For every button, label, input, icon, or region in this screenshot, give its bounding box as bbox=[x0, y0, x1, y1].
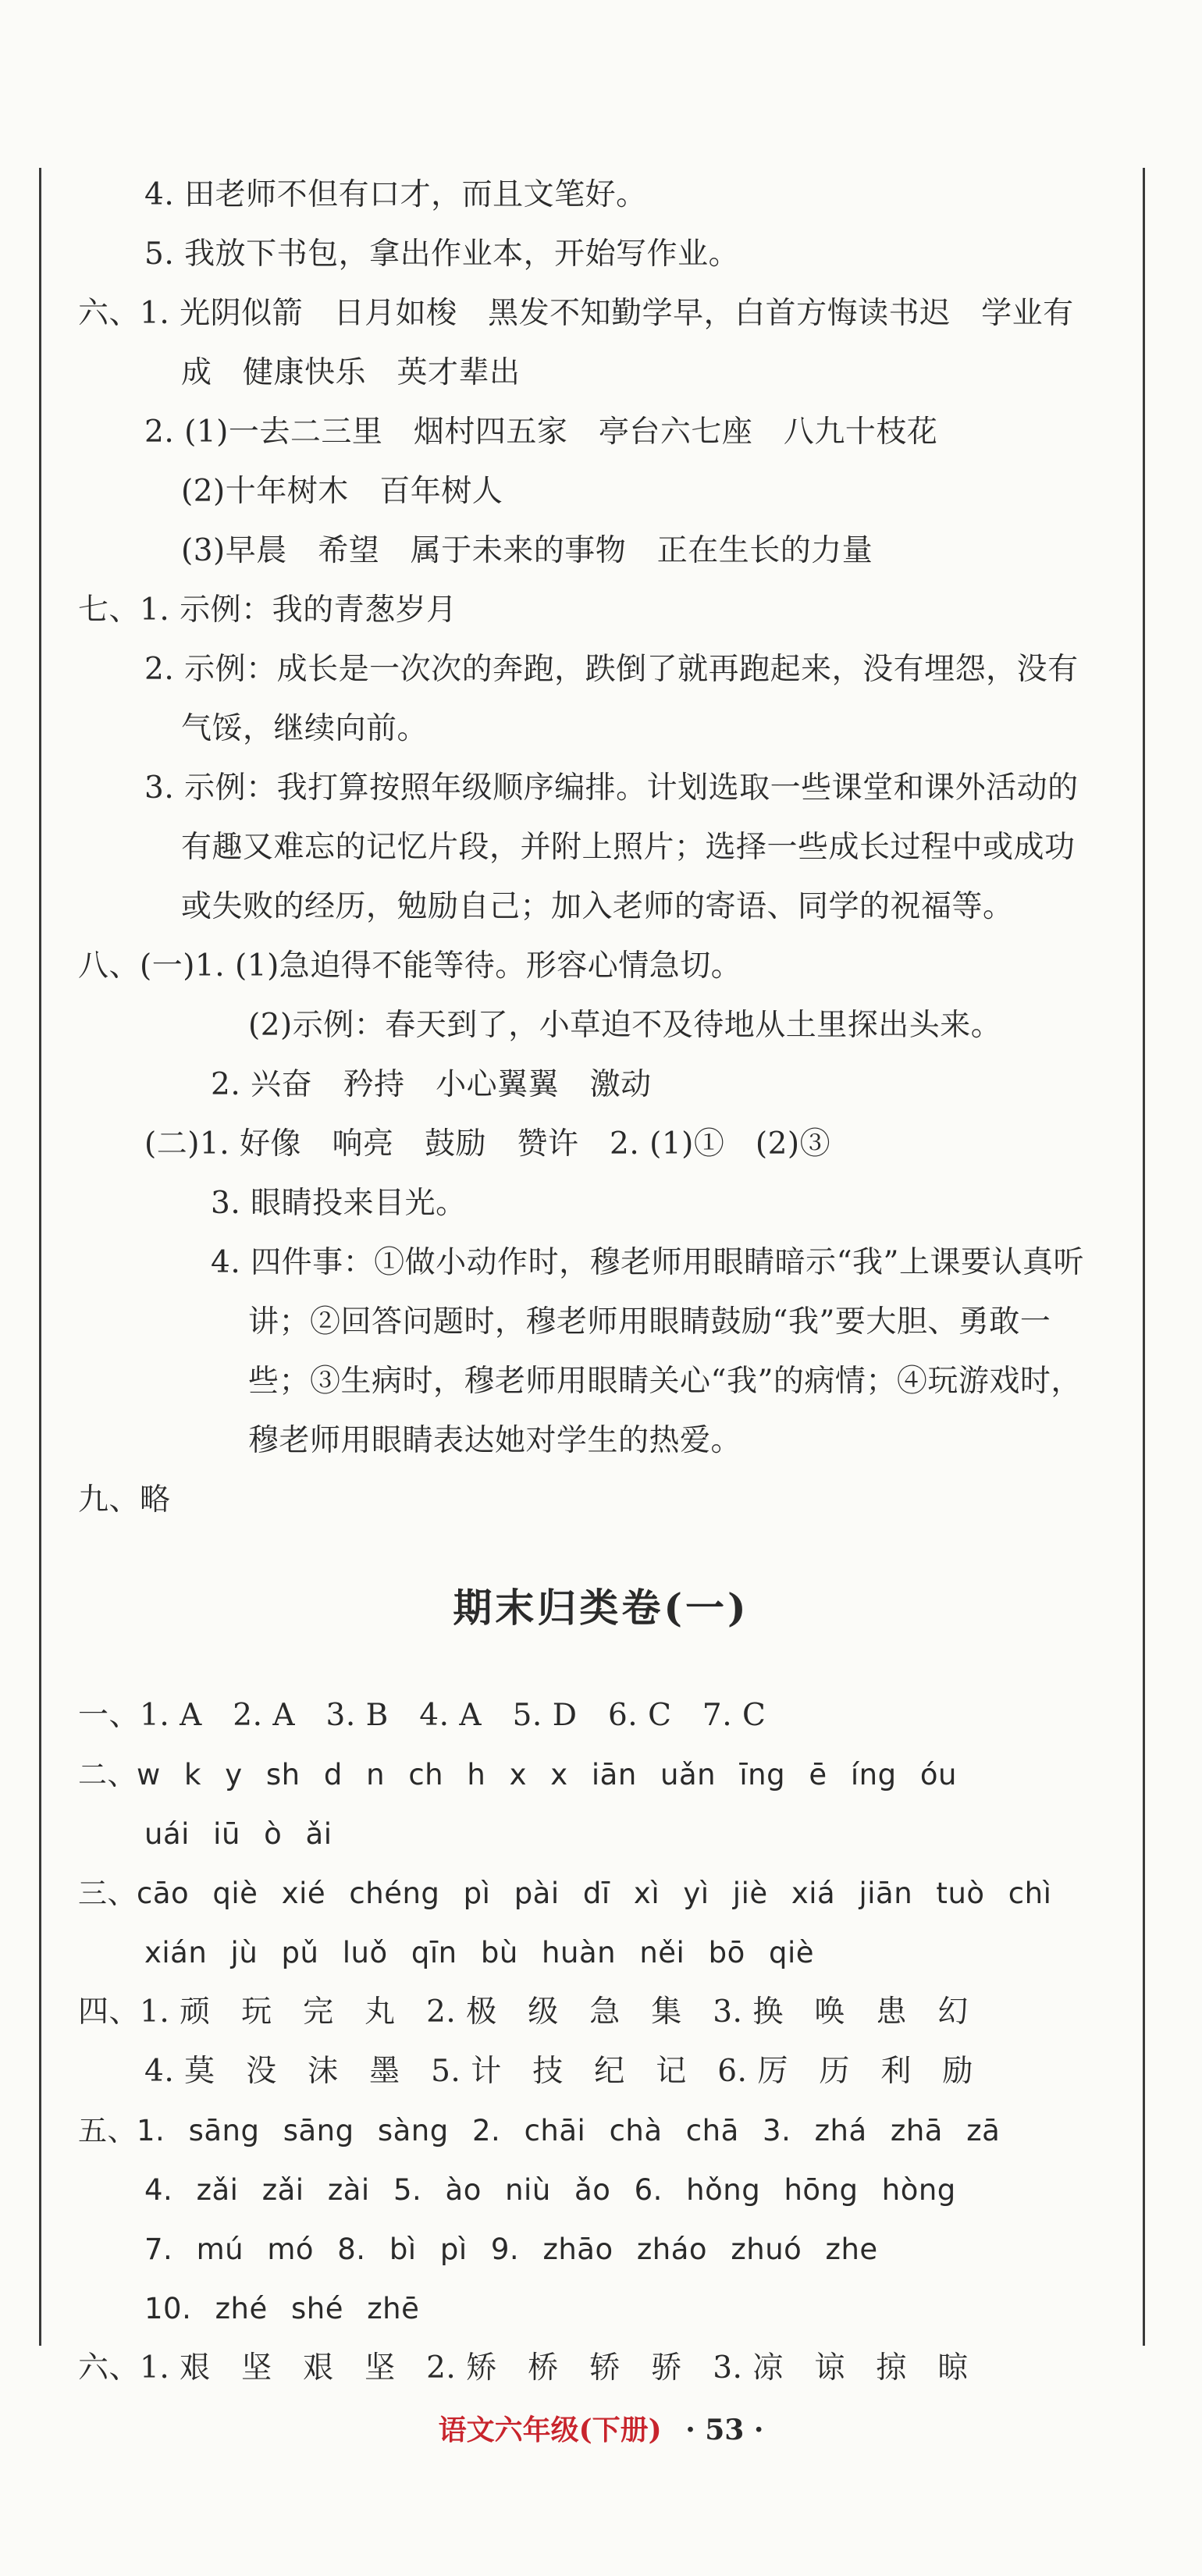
answer-line: 气馁，继续向前。 bbox=[181, 711, 429, 746]
section-title: 期末归类卷(一) bbox=[453, 1585, 749, 1631]
answer-line: 2. 示例：成长是一次次的奔跑，跌倒了就再跑起来，没有埋怨，没有 bbox=[144, 652, 1079, 687]
answer-line: 4. zǎi zǎi zài 5. ào niù ǎo 6. hǒng hōng hòng bbox=[144, 2173, 956, 2207]
answer-line: (二)1. 好像 响亮 鼓励 赞许 2. (1)① (2)③ bbox=[144, 1126, 831, 1162]
answer-line: 4. 四件事：①做小动作时，穆老师用眼睛暗示“我”上课要认真听 bbox=[211, 1245, 1084, 1280]
answer-lines-part1 bbox=[0, 165, 1202, 1530]
answer-line: 7. mú mó 8. bì pì 9. zhāo zháo zhuó zhe bbox=[144, 2233, 878, 2266]
answer-line: 四、1. 顽 玩 完 丸 2. 极 级 急 集 3. 换 唤 患 幻 bbox=[78, 1994, 969, 2030]
answer-line: 六、1. 光阴似箭 日月如梭 黑发不知勤学早，白首方悔读书迟 学业有 bbox=[78, 296, 1074, 331]
answer-line: 九、略 bbox=[78, 1482, 171, 1517]
answer-line: 2. (1)一去二三里 烟村四五家 亭台六七座 八九十枝花 bbox=[144, 415, 938, 450]
answer-line: 六、1. 艰 坚 艰 坚 2. 矫 桥 轿 骄 3. 凉 谅 掠 晾 bbox=[78, 2350, 969, 2386]
answer-line: 穆老师用眼睛表达她对学生的热爱。 bbox=[248, 1423, 742, 1458]
answer-line: 七、1. 示例：我的青葱岁月 bbox=[78, 592, 457, 628]
footer-book-title: 语文六年级(下册) bbox=[438, 2414, 662, 2446]
answer-line: 10. zhé shé zhē bbox=[144, 2292, 420, 2325]
page-footer bbox=[0, 2408, 1202, 2448]
answer-line: xián jù pǔ luǒ qīn bù huàn něi bō qiè bbox=[144, 1936, 815, 1969]
answer-line: 五、1. sāng sāng sàng 2. chāi chà chā 3. zhá zhā zā bbox=[78, 2114, 1001, 2147]
answer-line: 二、w k y sh d n ch h x x iān uǎn īng ē íng óu bbox=[78, 1758, 957, 1791]
answer-line: 或失败的经历，勉励自己；加入老师的寄语、同学的祝福等。 bbox=[181, 889, 1014, 924]
answer-line: 有趣又难忘的记忆片段，并附上照片；选择一些成长过程中或成功 bbox=[181, 830, 1076, 865]
answer-line: (2)十年树木 百年树人 bbox=[181, 474, 503, 509]
answer-content bbox=[0, 165, 1202, 2398]
answer-line: 3. 眼睛投来目光。 bbox=[211, 1186, 467, 1221]
answer-line: 八、(一)1. (1)急迫得不能等待。形容心情急切。 bbox=[78, 948, 742, 984]
answer-line: 些；③生病时，穆老师用眼睛关心“我”的病情；④玩游戏时， bbox=[248, 1364, 1082, 1399]
answer-line: 4. 莫 没 沫 墨 5. 计 技 纪 记 6. 厉 历 利 励 bbox=[144, 2054, 973, 2089]
answer-line: 讲；②回答问题时，穆老师用眼睛鼓励“我”要大胆、勇敢一 bbox=[248, 1304, 1051, 1340]
answer-line: uái iū ò ǎi bbox=[144, 1817, 333, 1851]
answer-line: 3. 示例：我打算按照年级顺序编排。计划选取一些课堂和课外活动的 bbox=[144, 770, 1079, 806]
answer-line: 2. 兴奋 矜持 小心翼翼 激动 bbox=[211, 1067, 652, 1102]
answer-line: 成 健康快乐 英才辈出 bbox=[181, 355, 521, 390]
answer-line: (2)示例：春天到了，小草迫不及待地从土里探出头来。 bbox=[248, 1008, 1002, 1043]
answer-line: (3)早晨 希望 属于未来的事物 正在生长的力量 bbox=[181, 533, 873, 568]
answer-line: 5. 我放下书包，拿出作业本，开始写作业。 bbox=[144, 237, 740, 272]
page-number: · 53 · bbox=[685, 2414, 764, 2446]
answer-line: 一、1. A 2. A 3. B 4. A 5. D 6. C 7. C bbox=[78, 1698, 766, 1733]
answer-lines-part2 bbox=[0, 1686, 1202, 2398]
answer-line: 4. 田老师不但有口才，而且文笔好。 bbox=[144, 177, 647, 212]
answer-line: 三、cāo qiè xié chéng pì pài dī xì yì jiè xiá jiān tuò chì bbox=[78, 1877, 1052, 1910]
